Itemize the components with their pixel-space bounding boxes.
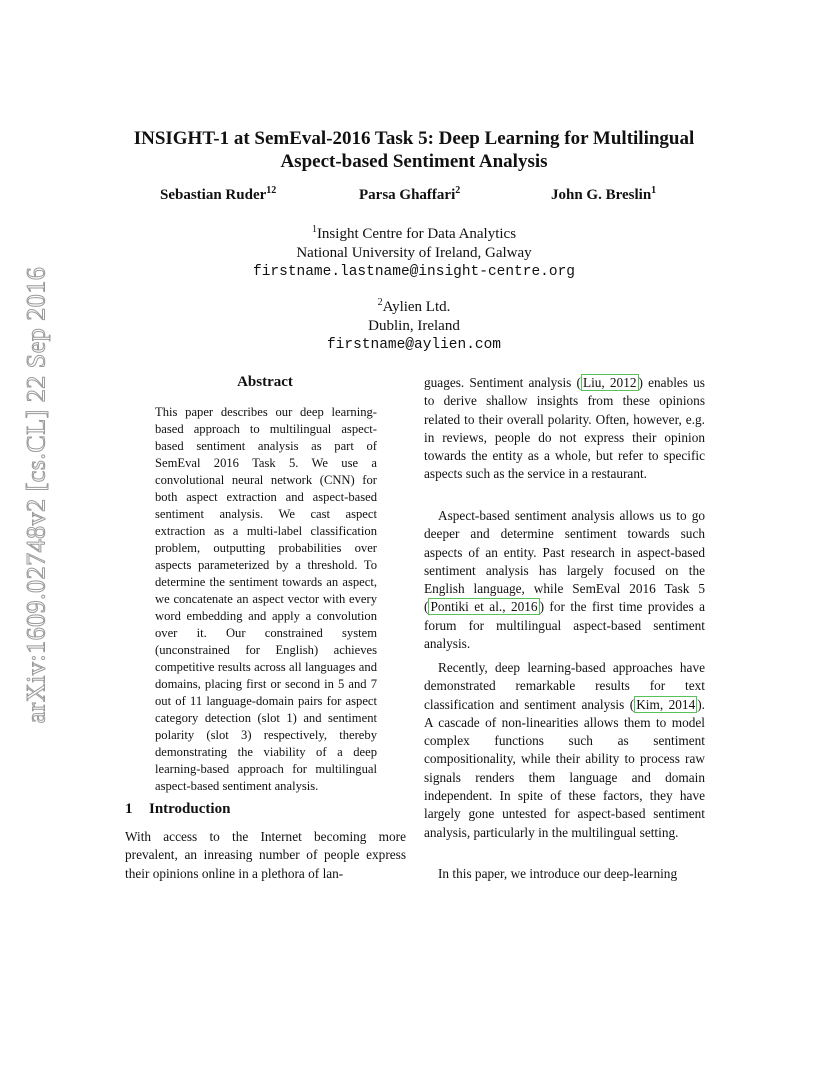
citation-link-liu-2012[interactable]: Liu, 2012	[582, 375, 637, 390]
affiliation-email: firstname@aylien.com	[326, 337, 502, 353]
text-run: ). A cascade of non-linearities allows them to model complex functions such as sentiment compositionality, while their ability to process raw signals renders them language and domain independent. In spite of these factors, they have largely gone untested for aspect-based sentiment analysis, particularly in the multilingual setting.	[424, 696, 705, 840]
text-run: ) for the first time provides a forum for multilingual aspect-based sentiment analysis.	[424, 599, 705, 652]
author-affiliation-mark: 12	[266, 185, 277, 196]
intro-paragraph-2	[424, 507, 705, 653]
affiliation-place: National University of Ireland, Galway	[296, 245, 532, 261]
text-run: Aspect-based sentiment analysis allows us to go deeper and determine sentiment towards such aspects of an entity. Past research in aspect-based sentiment analysis has largely focused on the English language, while SemEval 2016 Task 5 (	[424, 508, 705, 615]
citation-link-kim-2014[interactable]: Kim, 2014	[636, 696, 696, 712]
intro-paragraph-1-continued	[424, 374, 705, 484]
citation-link-pontiki-2016[interactable]: Pontiki et al., 2016	[430, 599, 538, 615]
affiliation-org: Aylien Ltd.	[382, 299, 451, 315]
affiliation-place: Dublin, Ireland	[368, 318, 460, 334]
text-run: Recently, deep learning-based approaches have demonstrated remarkable results for text classification and sentiment analysis (	[424, 660, 705, 712]
author-name: John G. Breslin	[551, 187, 652, 203]
paper-title	[100, 127, 728, 173]
affiliation-mark: 1	[311, 224, 317, 235]
section-heading-introduction	[125, 801, 230, 818]
section-number: 1	[125, 801, 133, 817]
affiliation-org: Insight Centre for Data Analytics	[316, 226, 517, 242]
paper-title-line-1: INSIGHT-1 at SemEval-2016 Task 5: Deep Learning for Multilingual	[133, 128, 695, 149]
intro-paragraph-4: In this paper, we introduce our deep-learning	[438, 866, 678, 881]
arxiv-identifier: arXiv:1609.02748v2 [cs.CL] 22 Sep 2016	[21, 266, 50, 724]
text-run: guages. Sentiment analysis (	[424, 375, 581, 390]
affiliation-email: firstname.lastname@insight-centre.org	[253, 264, 575, 280]
author-ghaffari	[359, 185, 460, 204]
author-name: Parsa Ghaffari	[359, 187, 456, 203]
affiliation-mark: 2	[377, 297, 383, 308]
intro-paragraph-1: With access to the Internet becoming more prevalent, an inreasing number of people express their opinions online in a plethora of lan-	[125, 829, 406, 881]
author-name: Sebastian Ruder	[160, 187, 267, 203]
author-ruder	[160, 185, 276, 204]
arxiv-identifier-stamp	[18, 260, 54, 730]
affiliation-aylien	[150, 293, 678, 355]
author-breslin	[551, 185, 656, 204]
section-title: Introduction	[149, 801, 231, 817]
author-affiliation-mark: 1	[651, 185, 657, 196]
affiliation-insight	[150, 220, 678, 282]
author-affiliation-mark: 2	[455, 185, 461, 196]
abstract-heading: Abstract	[237, 374, 293, 390]
intro-paragraph-3	[424, 659, 705, 842]
text-run: ) enables us to derive shallow insights from these opinions related to their overall polarity. Often, however, e.g. in reviews, people do not express their opinion towards the entity as a whole, but refer to specific aspects such as the service in a restaurant.	[424, 375, 705, 482]
paper-title-line-2: Aspect-based Sentiment Analysis	[280, 151, 548, 172]
abstract-text: This paper describes our deep learning-based approach to multilingual aspect-based sentiment analysis as part of SemEval 2016 Task 5. We use a convolutional neural network (CNN) for both aspect extraction and aspect-based sentiment analysis. We cast aspect extraction as a multi-label classification problem, outputting probabilities over aspects parameterized by a threshold. To determine the sentiment towards an aspect, we concatenate an aspect vector with every word embedding and apply a convolution over it. Our constrained system (unconstrained for English) achieves competitive results across all languages and domains, placing first or second in 5 and 7 out of 11 language-domain pairs for aspect category detection (slot 1) and sentiment polarity (slot 3) respectively, thereby demonstrating the viability of a deep learning-based approach for multilingual aspect-based sentiment analysis.	[155, 405, 377, 793]
